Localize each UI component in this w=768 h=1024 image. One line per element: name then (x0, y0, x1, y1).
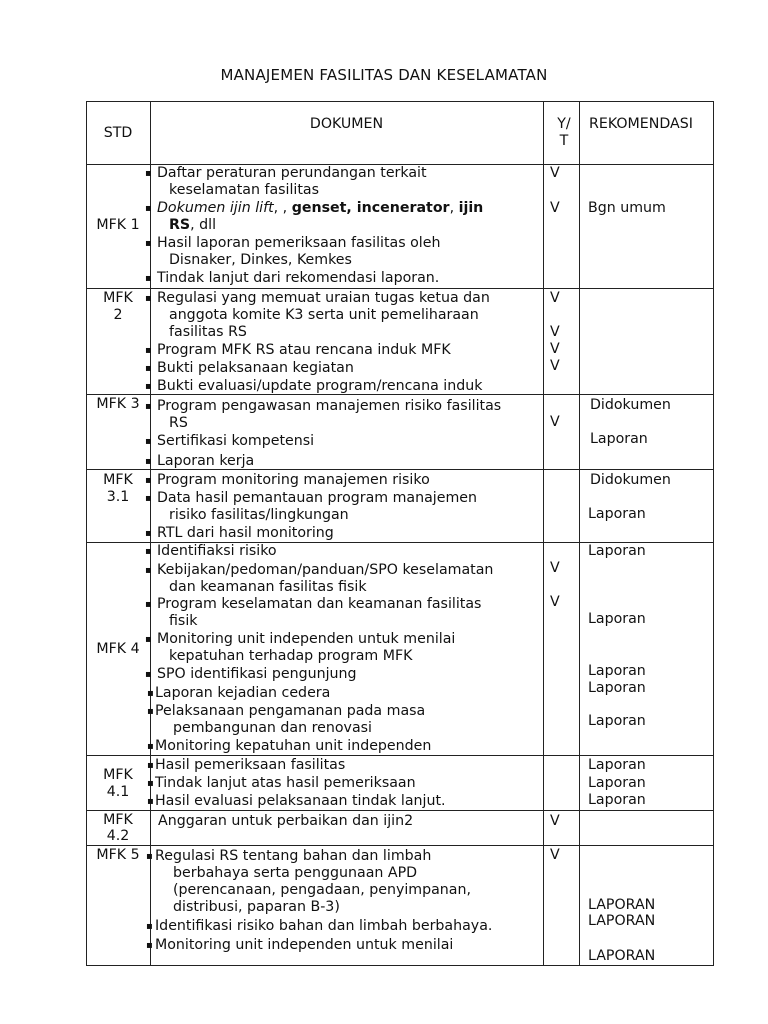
document-item: Laporan kerja (157, 453, 255, 469)
document-item: Laporan kejadian cedera (155, 685, 331, 701)
header-yt-line2: T (559, 133, 569, 149)
std-cell: 2 (113, 307, 123, 323)
bullet-icon: ▪ (145, 345, 152, 356)
bullet-icon: ▪ (147, 778, 154, 789)
bullet-icon: ▪ (147, 796, 154, 807)
yt-mark: V (550, 414, 560, 430)
recommendation: Laporan (588, 775, 646, 791)
document-item: Identifikasi risiko bahan dan limbah berbahaya. (155, 918, 493, 934)
document-item: keselamatan fasilitas (169, 182, 320, 198)
bullet-icon: ▪ (145, 363, 152, 374)
recommendation: Laporan (588, 680, 646, 696)
recommendation: Bgn umum (588, 200, 666, 216)
document-item: Tindak lanjut atas hasil pemeriksaan (155, 775, 416, 791)
document-item: Dokumen ijin lift, , genset, incenerator, ijin (157, 200, 484, 216)
document-item: Program keselamatan dan keamanan fasilitas (157, 596, 482, 612)
recommendation: Laporan (588, 663, 646, 679)
bullet-icon: ▪ (145, 565, 152, 576)
header-yt-line1: Y/ (557, 116, 571, 132)
document-item: fisik (169, 613, 198, 629)
document-item: Sertifikasi kompetensi (157, 433, 315, 449)
yt-mark: V (550, 341, 560, 357)
recommendation: Laporan (588, 611, 646, 627)
document-item: dan keamanan fasilitas fisik (169, 579, 367, 595)
bullet-icon: ▪ (147, 741, 154, 752)
document-item: Hasil laporan pemeriksaan fasilitas oleh (157, 235, 441, 251)
bullet-icon: ▪ (145, 436, 152, 447)
bullet-icon: ▪ (145, 168, 152, 179)
recommendation: Laporan (588, 792, 646, 808)
bullet-icon: ▪ (147, 688, 154, 699)
bullet-icon: ▪ (145, 493, 152, 504)
bullet-icon: ▪ (145, 203, 152, 214)
recommendation: LAPORAN (588, 948, 656, 964)
yt-mark: V (550, 165, 560, 181)
yt-mark: V (550, 200, 560, 216)
document-item: (perencanaan, pengadaan, penyimpanan, (173, 882, 471, 898)
recommendation: Laporan (588, 506, 646, 522)
bullet-icon: ▪ (146, 921, 153, 932)
bullet-icon: ▪ (147, 760, 154, 771)
yt-mark: V (550, 560, 560, 576)
document-item: RTL dari hasil monitoring (157, 525, 334, 541)
document-item: SPO identifikasi pengunjung (157, 666, 357, 682)
std-cell: MFK (103, 472, 133, 488)
document-item: risiko fasilitas/lingkungan (169, 507, 349, 523)
recommendation: Didokumen (590, 472, 671, 488)
yt-mark: V (550, 290, 560, 306)
document-item: anggota komite K3 serta unit pemeliharaan (169, 307, 479, 323)
recommendation: Didokumen (590, 397, 671, 413)
std-cell: 4.2 (106, 828, 130, 844)
document-item: Pelaksanaan pengamanan pada masa (155, 703, 426, 719)
document-item: Program monitoring manajemen risiko (157, 472, 430, 488)
document-item: Regulasi RS tentang bahan dan limbah (155, 848, 432, 864)
yt-mark: V (550, 324, 560, 340)
std-cell: MFK 5 (96, 847, 140, 863)
bullet-icon: ▪ (145, 401, 152, 412)
header-std: STD (103, 125, 133, 141)
document-item: Disnaker, Dinkes, Kemkes (169, 252, 352, 268)
document-item: Data hasil pemantauan program manajemen (157, 490, 478, 506)
document-item: fasilitas RS (169, 324, 247, 340)
std-cell: MFK 3 (96, 396, 140, 412)
header-rekomendasi: REKOMENDASI (589, 116, 693, 132)
document-item: pembangunan dan renovasi (173, 720, 372, 736)
bullet-icon: ▪ (145, 528, 152, 539)
document-item: Kebijakan/pedoman/panduan/SPO keselamatan (157, 562, 494, 578)
bullet-icon: ▪ (146, 940, 153, 951)
document-item: Anggaran untuk perbaikan dan ijin2 (158, 813, 414, 829)
bullet-icon: ▪ (146, 851, 153, 862)
document-item: Program pengawasan manajemen risiko fasilitas (157, 398, 502, 414)
yt-mark: V (550, 594, 560, 610)
page-title: MANAJEMEN FASILITAS DAN KESELAMATAN (220, 66, 548, 84)
bullet-icon: ▪ (145, 546, 152, 557)
recommendation: LAPORAN (588, 913, 656, 929)
recommendation: Laporan (588, 713, 646, 729)
header-dokumen: DOKUMEN (309, 116, 384, 132)
bullet-icon: ▪ (145, 456, 152, 467)
std-cell: MFK (103, 812, 133, 828)
bullet-icon: ▪ (145, 599, 152, 610)
std-cell: MFK 1 (96, 217, 140, 233)
bullet-icon: ▪ (147, 706, 154, 717)
document-item: Hasil evaluasi pelaksanaan tindak lanjut. (155, 793, 446, 809)
document-item: Monitoring kepatuhan unit independen (155, 738, 432, 754)
bullet-icon: ▪ (145, 475, 152, 486)
document-item: Regulasi yang memuat uraian tugas ketua dan (157, 290, 490, 306)
document-item: Bukti evaluasi/update program/rencana induk (157, 378, 483, 394)
document-item: Monitoring unit independen untuk menilai (155, 937, 454, 953)
std-cell: MFK 4 (96, 641, 140, 657)
document-item: Program MFK RS atau rencana induk MFK (157, 342, 451, 358)
document-item: RS, dll (169, 217, 217, 233)
document-item: Monitoring unit independen untuk menilai (157, 631, 456, 647)
recommendation: LAPORAN (588, 897, 656, 913)
recommendation: Laporan (588, 757, 646, 773)
bullet-icon: ▪ (145, 238, 152, 249)
recommendation: Laporan (588, 543, 646, 559)
recommendation: Laporan (590, 431, 648, 447)
bullet-icon: ▪ (145, 669, 152, 680)
document-item: kepatuhan terhadap program MFK (169, 648, 413, 664)
document-item: distribusi, paparan B-3) (173, 899, 340, 915)
bullet-icon: ▪ (145, 293, 152, 304)
bullet-icon: ▪ (145, 273, 152, 284)
bullet-icon: ▪ (145, 634, 152, 645)
document-item: Bukti pelaksanaan kegiatan (157, 360, 354, 376)
yt-mark: V (550, 358, 560, 374)
document-item: Hasil pemeriksaan fasilitas (155, 757, 346, 773)
document-item: Identifiaksi risiko (157, 543, 277, 559)
std-cell: 3.1 (106, 489, 130, 505)
yt-mark: V (550, 813, 560, 829)
std-cell: 4.1 (106, 784, 130, 800)
std-cell: MFK (103, 767, 133, 783)
document-item: berbahaya serta penggunaan APD (173, 865, 418, 881)
std-cell: MFK (103, 290, 133, 306)
bullet-icon: ▪ (145, 381, 152, 392)
document-item: Daftar peraturan perundangan terkait (157, 165, 427, 181)
document-item: Tindak lanjut dari rekomendasi laporan. (157, 270, 440, 286)
yt-mark: V (550, 847, 560, 863)
document-item: RS (169, 415, 188, 431)
